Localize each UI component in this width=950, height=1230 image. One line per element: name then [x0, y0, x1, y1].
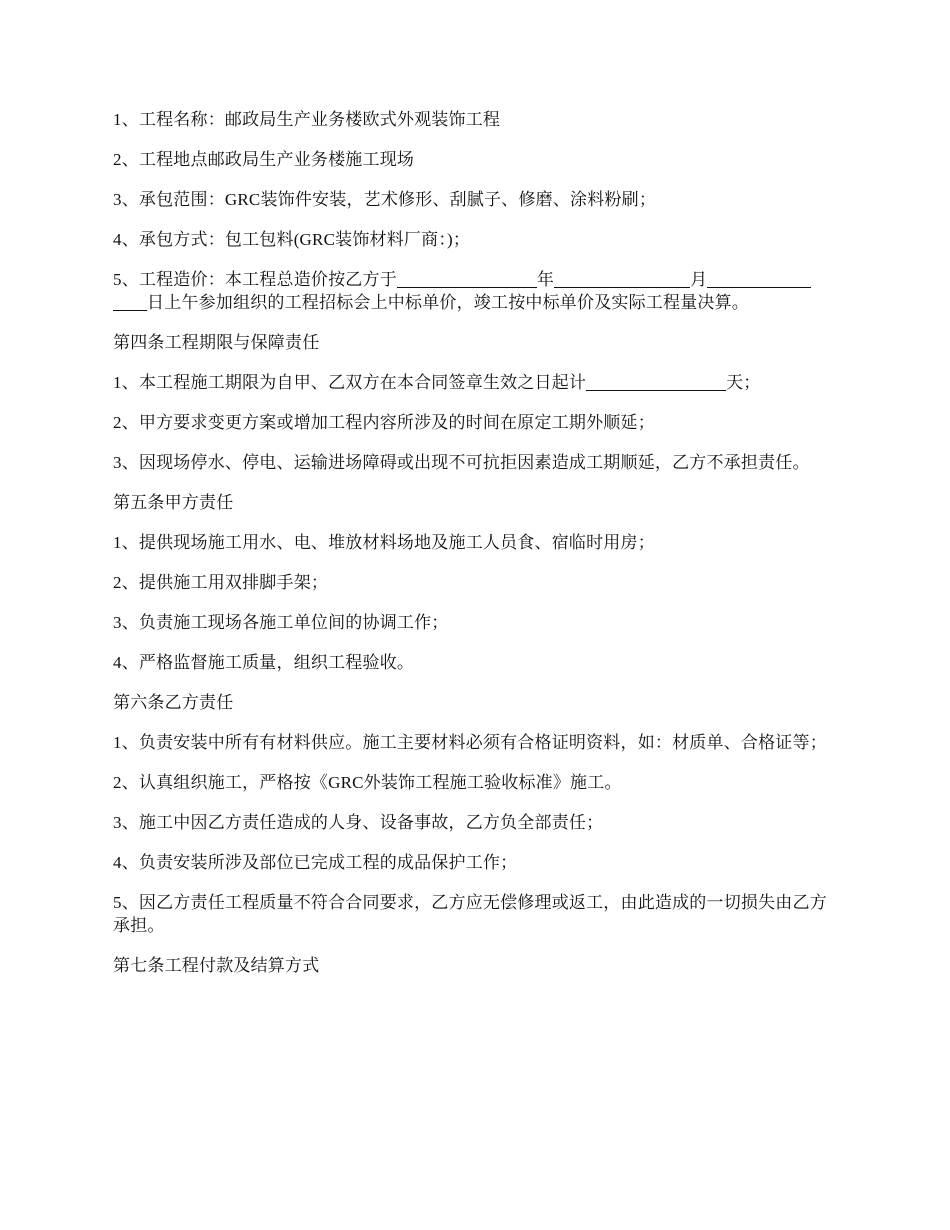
days-label: 天；: [726, 373, 761, 392]
cost-text-start: 5、工程造价：本工程总造价按乙方于: [113, 270, 397, 289]
party-b-duty-4: 4、负责安装所涉及部位已完成工程的成品保护工作；: [113, 853, 518, 872]
month-blank: [554, 269, 690, 288]
section-heading-5: 第五条甲方责任: [113, 493, 234, 512]
party-a-duty-4: 4、严格监督施工质量，组织工程验收。: [113, 653, 415, 672]
project-location-clause: 2、工程地点邮政局生产业务楼施工现场: [113, 150, 415, 169]
section-heading-6: 第六条乙方责任: [113, 693, 234, 712]
year-label: 年: [536, 270, 555, 289]
document-page: [113, 108, 841, 994]
duration-text: 1、本工程施工期限为自甲、乙双方在本合同签章生效之日起计: [113, 373, 587, 392]
party-b-duty-2: 2、认真组织施工，严格按《GRC外装饰工程施工验收标准》施工。: [113, 773, 622, 792]
contract-method-clause: 4、承包方式：包工包料(GRC装饰材料厂商：)；: [113, 230, 471, 249]
day-blank-line2: [113, 292, 147, 311]
party-b-duty-5: 5、因乙方责任工程质量不符合合同要求，乙方应无偿修理或返工，由此造成的一切损失由乙方承担。: [113, 893, 827, 935]
party-a-duty-1: 1、提供现场施工用水、电、堆放材料场地及施工人员食、宿临时用房；: [113, 533, 655, 552]
party-a-duty-3: 3、负责施工现场各施工单位间的协调工作；: [113, 613, 449, 632]
project-name-clause: 1、工程名称：邮政局生产业务楼欧式外观装饰工程: [113, 110, 501, 129]
duration-clause: [113, 371, 841, 394]
party-b-duty-3: 3、施工中因乙方责任造成的人身、设备事故，乙方负全部责任；: [113, 813, 604, 832]
days-blank: [586, 372, 726, 391]
day-blank-line1: [707, 269, 811, 288]
party-a-duty-2: 2、提供施工用双排脚手架；: [113, 573, 329, 592]
cost-text-end: 日上午参加组织的工程招标会上中标单价，竣工按中标单价及实际工程量决算。: [147, 293, 749, 312]
party-b-duty-1: 1、负责安装中所有有材料供应。施工主要材料必须有合格证明资料，如：材质单、合格证等；: [113, 733, 827, 752]
section-heading-4: 第四条工程期限与保障责任: [113, 333, 320, 352]
project-cost-clause: [113, 268, 841, 314]
schedule-change-clause: 2、甲方要求变更方案或增加工程内容所涉及的时间在原定工期外顺延；: [113, 413, 655, 432]
month-label: 月: [690, 270, 708, 289]
year-blank: [397, 269, 537, 288]
contract-scope-clause: 3、承包范围：GRC装饰件安装，艺术修形、刮腻子、修磨、涂料粉刷；: [113, 190, 657, 209]
section-heading-7: 第七条工程付款及结算方式: [113, 956, 320, 975]
force-majeure-clause: 3、因现场停水、停电、运输进场障碍或出现不可抗拒因素造成工期顺延，乙方不承担责任。: [113, 453, 810, 472]
